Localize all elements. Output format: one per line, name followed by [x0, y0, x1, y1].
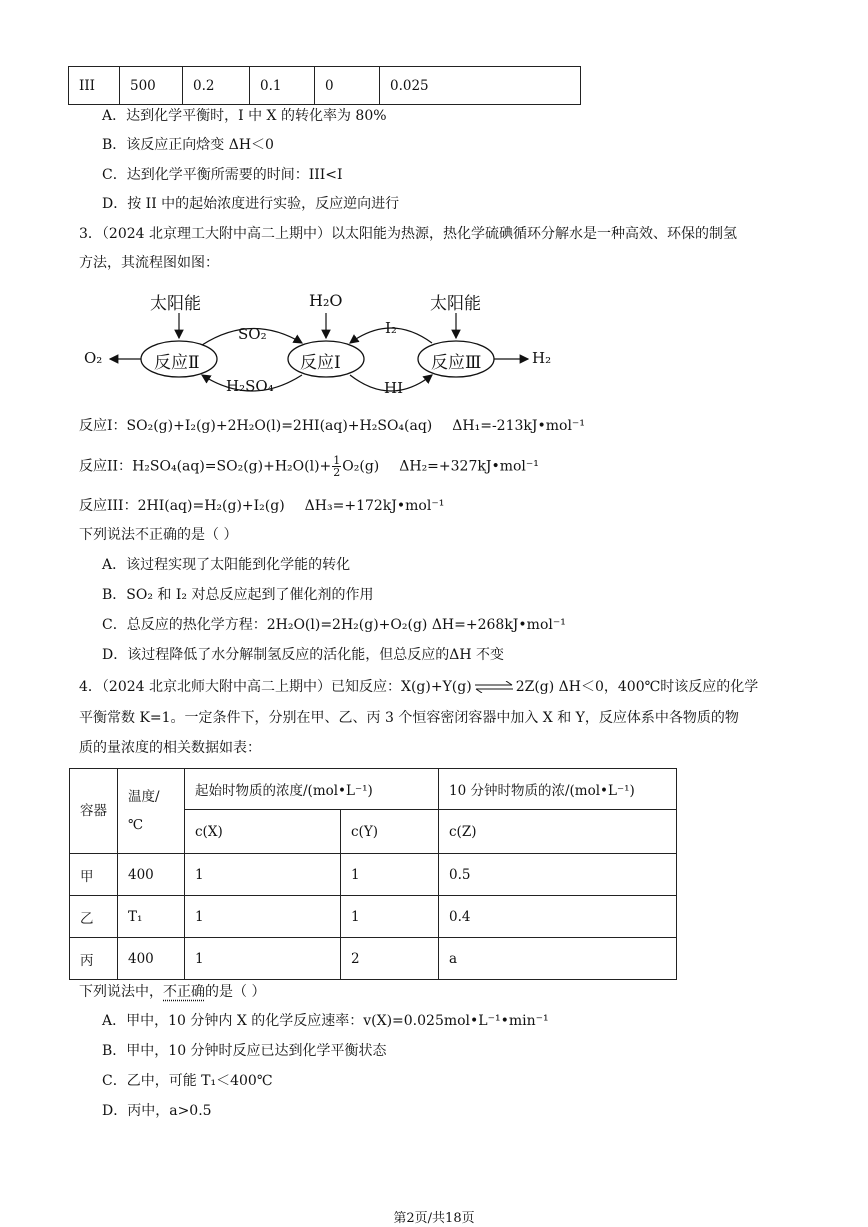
table-cell: 1: [185, 896, 341, 938]
reaction-1-enthalpy: ΔH₁=-213kJ•mol⁻¹: [452, 418, 585, 434]
top-table-cell: 0.1: [250, 67, 315, 105]
table-header-cz: c(Z): [439, 810, 677, 854]
h2so4-label: H₂SO₄: [226, 377, 274, 395]
q4-data-table: [69, 768, 677, 980]
q2-option-d: D．按 II 中的起始浓度进行实验，反应逆向进行: [102, 196, 400, 212]
q3-option-d: D．该过程降低了水分解制氢反应的活化能，但总反应的ΔH 不变: [102, 647, 504, 663]
table-cell: 1: [185, 854, 341, 896]
table-cell: 0.4: [439, 896, 677, 938]
node-2-label: 反应Ⅱ: [154, 353, 200, 373]
table-cell: a: [439, 938, 677, 980]
table-row: [70, 896, 677, 938]
table-cell: 甲: [70, 854, 118, 896]
top-table-cell: 0.2: [183, 67, 250, 105]
q4-stem-line2: 平衡常数 K=1。一定条件下，分别在甲、乙、丙 3 个恒容密闭容器中加入 X 和 Y，反应体系中各物质的物: [79, 710, 739, 726]
hi-label: HI: [384, 379, 404, 397]
q4-option-b: B．甲中，10 分钟时反应已达到化学平衡状态: [102, 1043, 387, 1059]
table-row: [70, 854, 677, 896]
q2-option-c: C．达到化学平衡所需要的时间：III<I: [102, 167, 343, 183]
table-cell: 0.5: [439, 854, 677, 896]
top-table-cell: 0.025: [380, 67, 581, 105]
table-header-initial-concentration: 起始时物质的浓度/(mol•L⁻¹): [185, 769, 439, 810]
solar-energy-label-left: 太阳能: [150, 294, 201, 314]
node-3-label: 反应Ⅲ: [431, 353, 482, 373]
table-cell: 400: [118, 854, 185, 896]
reaction-1: [79, 416, 585, 436]
q3-option-a: A．该过程实现了太阳能到化学能的转化: [102, 557, 351, 573]
reaction-3: [79, 496, 444, 516]
half-fraction: $\frac{1}{2}$: [333, 454, 341, 479]
q4-question-emphasis: 不正确: [163, 984, 205, 1000]
q4-question-part1: 下列说法中，: [79, 984, 163, 1000]
reaction-3-equation: 2HI(aq)=H₂(g)+I₂(g): [137, 498, 285, 514]
top-table-cell: 0: [315, 67, 380, 105]
equilibrium-arrow-icon: [474, 681, 514, 693]
reaction-2: [79, 455, 539, 478]
table-cell: 2: [341, 938, 439, 980]
table-header-temperature: 温度/℃: [118, 769, 185, 854]
q4-option-d: D．丙中，a>0.5: [102, 1103, 212, 1119]
table-row: [70, 938, 677, 980]
reaction-3-label: 反应III：: [79, 498, 138, 514]
q4-question-part2: 的是（ ）: [205, 984, 266, 1000]
table-cell: T₁: [118, 896, 185, 938]
reaction-3-enthalpy: ΔH₃=+172kJ•mol⁻¹: [304, 498, 445, 514]
q4-stem-line3: 质的量浓度的相关数据如表：: [79, 740, 261, 756]
q3-stem-line1: 3．（2024 北京理工大附中高二上期中）以太阳能为热源，热化学硫碘循环分解水是一种高效、环保的制氢: [79, 226, 737, 242]
reaction-2-equation-part2: O₂(g): [342, 458, 380, 475]
q2-option-a: A．达到化学平衡时，I 中 X 的转化率为 80%: [102, 108, 387, 124]
q3-option-c: C．总反应的热化学方程：2H₂O(l)=2H₂(g)+O₂(g) ΔH=+268kJ•mol⁻¹: [102, 617, 566, 633]
table-cell: 乙: [70, 896, 118, 938]
q4-stem-part2: 2Z(g) ΔH＜0，400℃时该反应的化学: [515, 679, 759, 695]
q4-stem-line1: [79, 677, 758, 697]
table-cell: 1: [341, 896, 439, 938]
top-table-cell: III: [69, 67, 120, 105]
reaction-1-equation: SO₂(g)+I₂(g)+2H₂O(l)=2HI(aq)+H₂SO₄(aq): [126, 418, 433, 434]
flow-diagram: [80, 285, 560, 410]
top-table: [68, 66, 581, 105]
reaction-1-label: 反应I：: [79, 418, 127, 434]
q4-stem-part1: 4．（2024 北京北师大附中高二上期中）已知反应：X(g)+Y(g): [79, 679, 472, 695]
reaction-2-label: 反应II：: [79, 458, 133, 475]
node-1-label: 反应Ⅰ: [300, 353, 341, 373]
q3-option-b: B．SO₂ 和 I₂ 对总反应起到了催化剂的作用: [102, 587, 374, 603]
reaction-2-equation-part1: H₂SO₄(aq)=SO₂(g)+H₂O(l)+: [132, 458, 332, 475]
table-header-container: 容器: [70, 769, 118, 854]
reaction-2-enthalpy: ΔH₂=+327kJ•mol⁻¹: [399, 458, 539, 475]
water-label: H₂O: [309, 291, 343, 310]
solar-energy-label-right: 太阳能: [430, 294, 481, 314]
q4-question: [79, 982, 265, 1002]
table-header-10min-concentration: 10 分钟时物质的浓/(mol•L⁻¹): [439, 769, 677, 810]
table-cell: 1: [341, 854, 439, 896]
table-header-cy: c(Y): [341, 810, 439, 854]
q4-option-a: A．甲中，10 分钟内 X 的化学反应速率：v(X)=0.025mol•L⁻¹•min⁻¹: [102, 1013, 549, 1029]
h2-label: H₂: [532, 349, 552, 367]
q4-option-c: C．乙中，可能 T₁＜400℃: [102, 1073, 273, 1089]
top-table-cell: 500: [120, 67, 183, 105]
i2-label: I₂: [385, 319, 397, 337]
table-cell: 400: [118, 938, 185, 980]
q3-question: 下列说法不正确的是（ ）: [79, 527, 238, 543]
q2-option-b: B．该反应正向焓变 ΔH＜0: [102, 137, 274, 153]
table-header-cx: c(X): [185, 810, 341, 854]
table-cell: 1: [185, 938, 341, 980]
page-footer: 第2页/共18页: [393, 1211, 475, 1226]
o2-label: O₂: [84, 349, 103, 367]
table-cell: 丙: [70, 938, 118, 980]
q3-stem-line2: 方法，其流程图如图：: [79, 255, 219, 271]
so2-label: SO₂: [238, 325, 267, 343]
